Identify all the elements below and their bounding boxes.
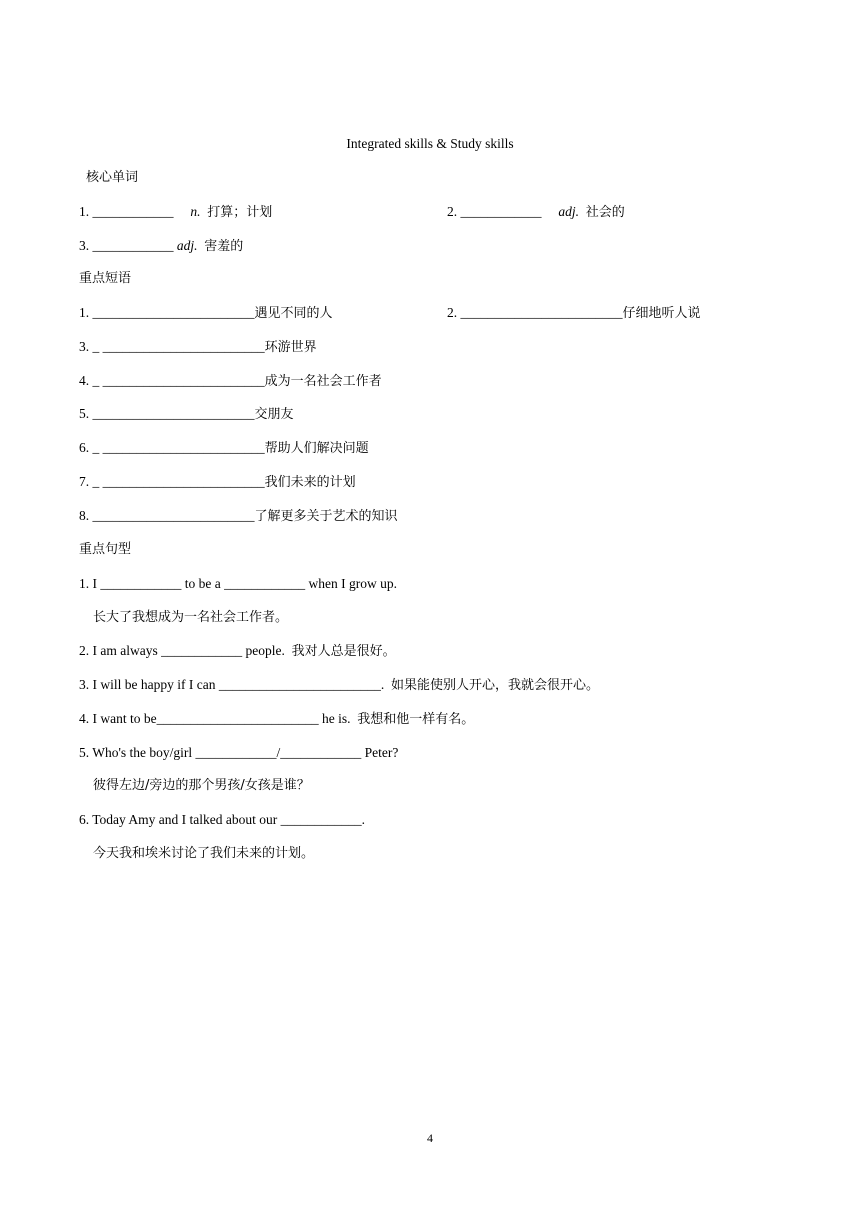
item-number: 6.	[79, 440, 93, 455]
sentence-item-1[interactable]: 1. I ____________ to be a ____________ when I grow up.	[79, 576, 397, 591]
item-number: 8.	[79, 508, 93, 523]
answer-blank[interactable]: _ ________________________	[92, 440, 265, 455]
answer-blank[interactable]: ____________	[460, 204, 542, 219]
item-number: 3.	[79, 339, 93, 354]
item-number: 3.	[79, 238, 93, 253]
item-number: 5.	[79, 406, 93, 421]
sentence-translation-2: 我对人总是很好。	[291, 644, 396, 659]
answer-blank[interactable]: ________________________	[92, 508, 255, 523]
sentences-heading: 重点句型	[79, 542, 132, 557]
item-number: 2.	[447, 305, 461, 320]
meaning: 打算；计划	[207, 205, 273, 220]
sentence-item-4[interactable]	[79, 710, 474, 729]
phrase-item-4	[79, 372, 382, 391]
item-number: 2.	[447, 204, 461, 219]
answer-blank[interactable]: ________________________	[92, 305, 255, 320]
answer-blank[interactable]: ________________________	[92, 406, 255, 421]
meaning: 环游世界	[264, 340, 317, 355]
sentence-item-5[interactable]: 5. Who's the boy/girl ____________/____________ Peter?	[79, 745, 399, 760]
sentence-translation-1: 长大了我想成为一名社会工作者。	[93, 610, 289, 625]
sentence-translation-4: 我想和他一样有名。	[357, 712, 475, 727]
sentence-item-2[interactable]	[79, 642, 396, 661]
answer-blank[interactable]: ________________________	[460, 305, 623, 320]
vocab-heading: 核心单词	[86, 170, 139, 185]
meaning: 帮助人们解决问题	[264, 441, 369, 456]
phrase-item-2	[447, 304, 701, 323]
meaning: 害羞的	[204, 239, 244, 254]
meaning: 成为一名社会工作者	[264, 374, 382, 389]
phrase-item-6	[79, 439, 369, 458]
part-of-speech: n.	[190, 204, 201, 219]
sentence-item-6[interactable]: 6. Today Amy and I talked about our ____________.	[79, 812, 366, 827]
page-title: Integrated skills & Study skills	[346, 136, 514, 151]
phrase-item-8	[79, 507, 398, 526]
phrase-item-5	[79, 405, 294, 424]
meaning: 交朋友	[254, 407, 294, 422]
phrase-item-3	[79, 338, 317, 357]
phrases-heading: 重点短语	[79, 271, 132, 286]
sentence-text: 2. I am always ____________ people.	[79, 643, 285, 658]
item-number: 7.	[79, 474, 93, 489]
phrase-item-7	[79, 473, 356, 492]
meaning: 遇见不同的人	[254, 306, 333, 321]
vocab-item-1	[79, 203, 272, 222]
sentence-translation-3: 如果能使别人开心，我就会很开心。	[390, 678, 599, 693]
sentence-text: 4. I want to be________________________ he is.	[79, 711, 351, 726]
meaning: 了解更多关于艺术的知识	[254, 509, 398, 524]
answer-blank[interactable]: ____________	[92, 238, 174, 253]
item-number: 1.	[79, 305, 93, 320]
answer-blank[interactable]: _ ________________________	[92, 474, 265, 489]
meaning: 我们未来的计划	[264, 475, 356, 490]
sentence-translation-5: 彼得左边/旁边的那个男孩/女孩是谁？	[93, 778, 310, 793]
answer-blank[interactable]: ____________	[92, 204, 174, 219]
answer-blank[interactable]: _ ________________________	[92, 339, 265, 354]
sentence-text: 3. I will be happy if I can ________________________.	[79, 677, 385, 692]
sentence-item-3[interactable]	[79, 676, 599, 695]
vocab-item-2	[447, 203, 625, 222]
part-of-speech: adj.	[558, 204, 580, 219]
page-number: 4	[427, 1131, 433, 1145]
vocab-item-3	[79, 237, 243, 256]
part-of-speech: adj.	[176, 238, 198, 253]
sentence-translation-6: 今天我和埃米讨论了我们未来的计划。	[93, 846, 315, 861]
answer-blank[interactable]: _ ________________________	[92, 373, 265, 388]
item-number: 4.	[79, 373, 93, 388]
item-number: 1.	[79, 204, 93, 219]
meaning: 仔细地听人说	[622, 306, 701, 321]
meaning: 社会的	[585, 205, 625, 220]
phrase-item-1	[79, 304, 333, 323]
